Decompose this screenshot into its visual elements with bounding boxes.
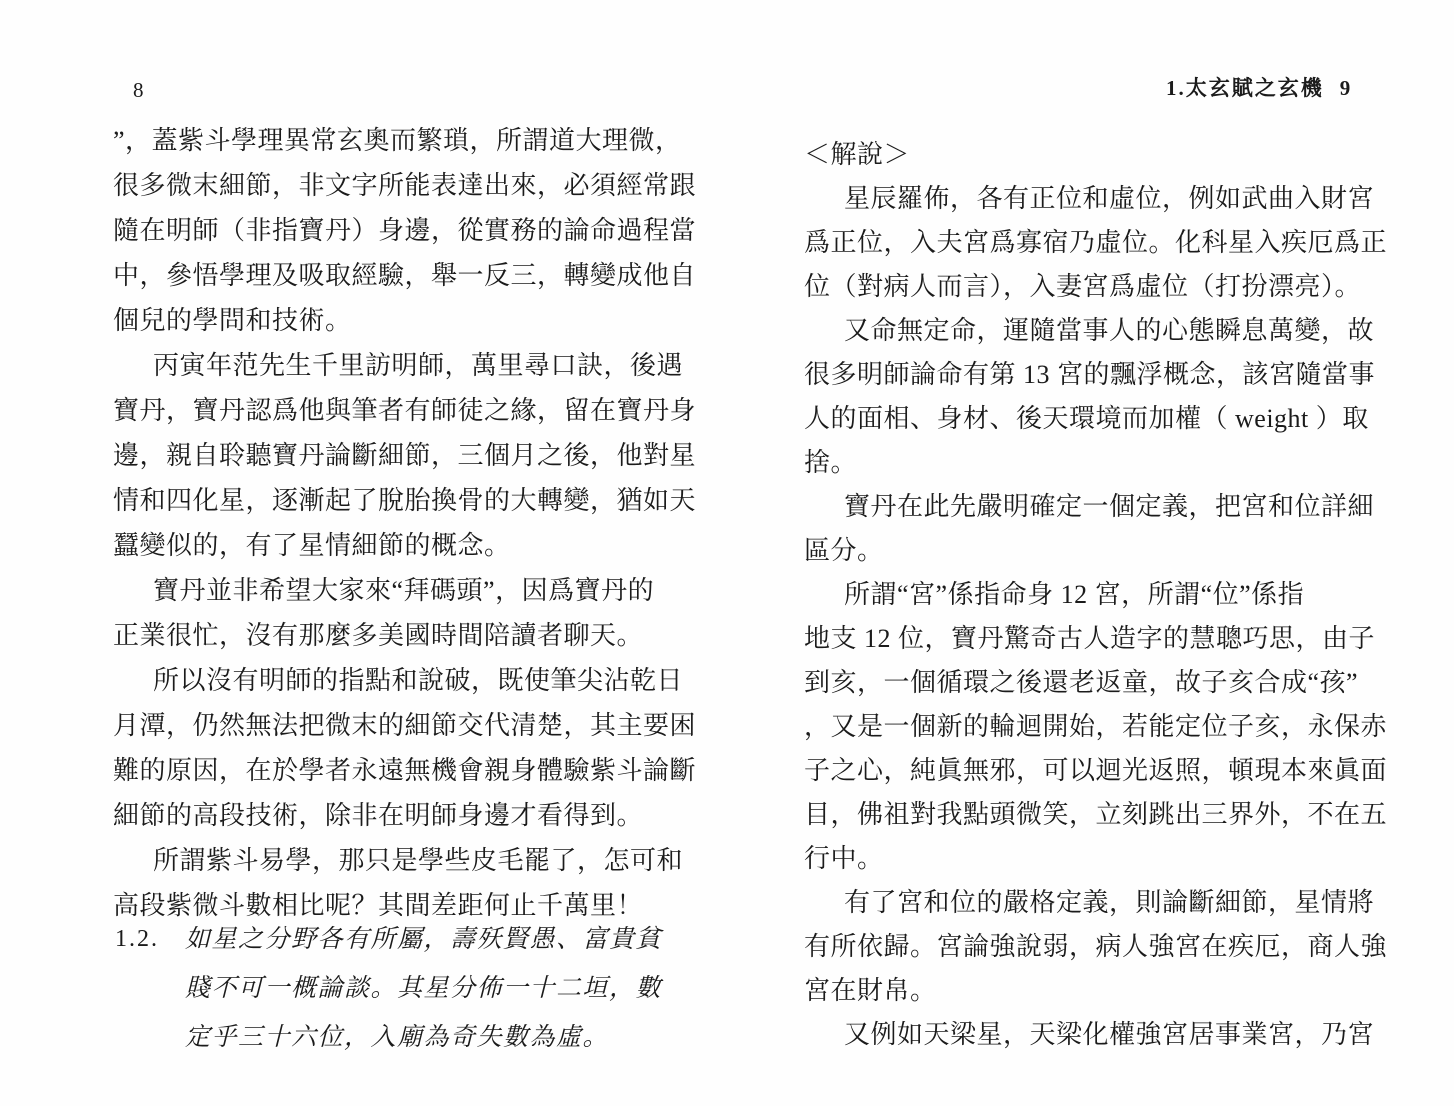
- quote-line: 如星之分野各有所屬，壽殀賢愚、富貴貧: [185, 926, 663, 953]
- text-line: 丙寅年范先生千里訪明師，萬里尋口訣，後遇: [153, 351, 684, 380]
- text-line: 目，佛祖對我點頭微笑，立刻跳出三界外，不在五: [804, 800, 1388, 829]
- text-line: 蠶變似的，有了星情細節的概念。: [113, 531, 511, 560]
- text-line: 又命無定命，運隨當事人的心態瞬息萬變，故: [844, 316, 1375, 345]
- right-page-number: 9: [1339, 76, 1351, 100]
- text-line: 子之心，純眞無邪，可以迴光返照，頓現本來眞面: [804, 756, 1388, 785]
- running-header: [1166, 72, 1350, 102]
- text-line: 中，參悟學理及吸取經驗，舉一反三，轉變成他自: [113, 261, 697, 290]
- text-line: 很多明師論命有第 13 宮的飄浮概念，該宮隨當事: [804, 360, 1376, 389]
- text-line: 位（對病人而言），入妻宮爲虛位（打扮漂亮）。: [804, 272, 1362, 301]
- text-line: 邊，親自聆聽寶丹論斷細節，三個月之後，他對星: [113, 441, 697, 470]
- text-line: 宮在財帛。: [804, 976, 937, 1005]
- quote-item-number: 1.2.: [115, 926, 159, 952]
- text-line: 所謂紫斗易學，那只是學些皮毛罷了，怎可和: [153, 846, 684, 875]
- left-page-number: 8: [133, 78, 145, 102]
- text-line: ”，蓋紫斗學理異常玄奧而繁瑣，所謂道大理微，: [113, 126, 682, 155]
- text-line: 有了宮和位的嚴格定義，則論斷細節，星情將: [844, 888, 1375, 917]
- text-line: ，又是一個新的輪迴開始，若能定位子亥，永保赤: [804, 712, 1388, 741]
- text-line: 人的面相、身材、後天環境而加權（ weight ）取: [804, 404, 1369, 433]
- classic-quote-1-2: [113, 915, 695, 1062]
- text-line: 所以沒有明師的指點和說破，既使筆尖沾乾日: [153, 666, 684, 695]
- quote-line: 賤不可一概論談。其星分佈一十二垣，數: [185, 975, 663, 1002]
- text-line: 正業很忙，沒有那麼多美國時間陪讀者聊天。: [113, 621, 644, 650]
- text-line: 難的原因，在於學者永遠無機會親身體驗紫斗論斷: [113, 756, 697, 785]
- chapter-title: 1.太玄賦之玄機: [1166, 76, 1324, 100]
- text-line: 寶丹，寶丹認爲他與筆者有師徒之緣，留在寶丹身: [113, 396, 697, 425]
- text-line: 情和四化星，逐漸起了脫胎換骨的大轉變，猶如天: [113, 486, 697, 515]
- text-line: 高段紫微斗數相比呢？其間差距何止千萬里！: [113, 891, 644, 920]
- text-line: 寶丹並非希望大家來“拜碼頭”，因爲寶丹的: [153, 576, 655, 605]
- text-line: 所謂“宮”係指命身 12 宮，所謂“位”係指: [844, 580, 1305, 609]
- text-line: 寶丹在此先嚴明確定一個定義，把宮和位詳細: [844, 492, 1375, 521]
- text-line: 星辰羅佈，各有正位和虛位，例如武曲入財宮: [844, 184, 1375, 213]
- text-line: 捨。: [804, 448, 858, 477]
- left-page-text: [113, 118, 695, 928]
- quote-text: [185, 915, 695, 1062]
- text-line: 又例如天梁星，天梁化權強宮居事業宮，乃宮: [844, 1020, 1375, 1049]
- text-line: 隨在明師（非指寶丹）身邊，從實務的論命過程當: [113, 216, 697, 245]
- text-line: 行中。: [804, 844, 884, 873]
- text-line: 區分。: [804, 536, 884, 565]
- section-label: ＜解說＞: [804, 140, 911, 169]
- text-line: 很多微末細節，非文字所能表達出來，必須經常跟: [113, 171, 697, 200]
- text-line: 有所依歸。宮論強說弱，病人強宮在疾厄，商人強: [804, 932, 1388, 961]
- text-line: 個兒的學問和技術。: [113, 306, 352, 335]
- text-line: 到亥，一個循環之後還老返童，故子亥合成“孩”: [804, 668, 1359, 697]
- text-line: 爲正位，入夫宮爲寡宿乃虛位。化科星入疾厄爲正: [804, 228, 1388, 257]
- right-page-text: [804, 133, 1388, 1057]
- text-line: 細節的高段技術，除非在明師身邊才看得到。: [113, 801, 644, 830]
- text-line: 地支 12 位，寶丹驚奇古人造字的慧聰巧思，由子: [804, 624, 1376, 653]
- quote-line: 定乎三十六位，入廟為奇失數為虛。: [185, 1024, 610, 1051]
- text-line: 月潭，仍然無法把微末的細節交代清楚，其主要困: [113, 711, 697, 740]
